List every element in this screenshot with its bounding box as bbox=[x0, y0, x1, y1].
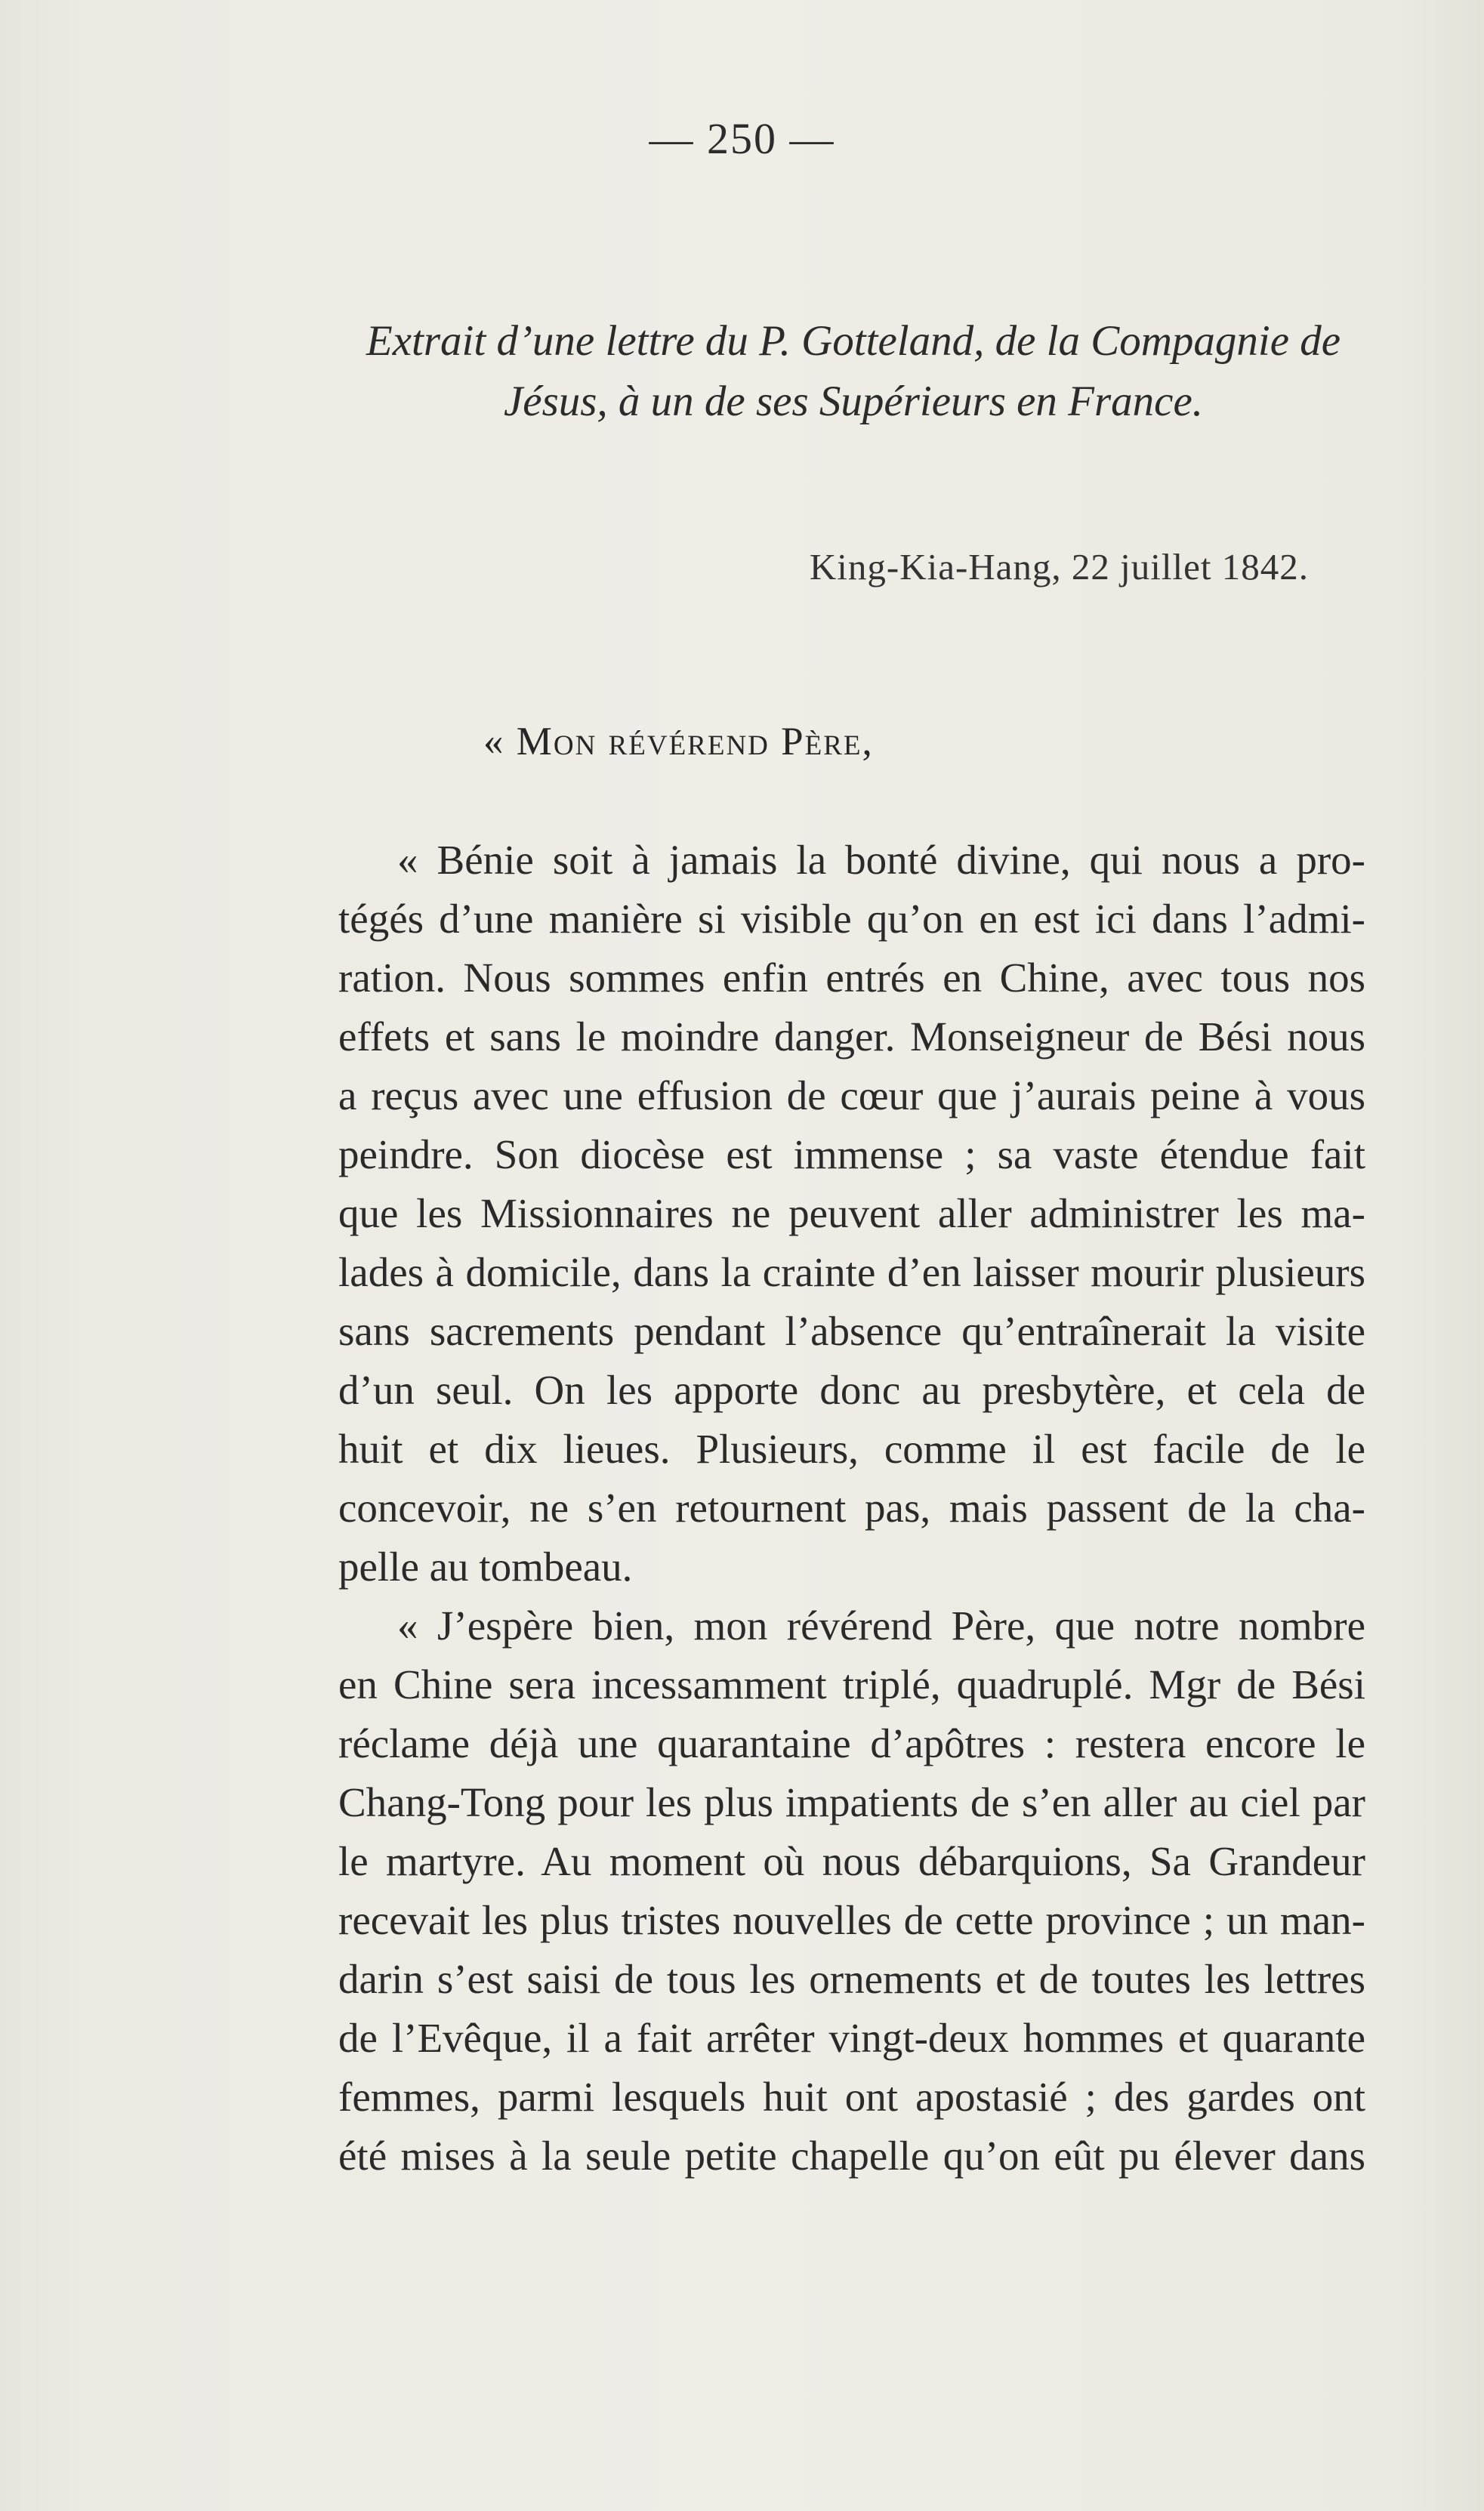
text-line: a reçus avec une effusion de cœur que j’aurais peine à vous bbox=[338, 1072, 1365, 1118]
body-text bbox=[338, 831, 1365, 2186]
text-line: d’un seul. On les apporte donc au presbytère, et cela de bbox=[338, 1367, 1365, 1413]
salutation: « Mon révérend Père, bbox=[483, 720, 874, 763]
text-line: lades à domicile, dans la crainte d’en laisser mourir plusieurs bbox=[338, 1249, 1365, 1295]
text-line: en Chine sera incessamment triplé, quadruplé. Mgr de Bési bbox=[338, 1661, 1365, 1707]
dateline: King-Kia-Hang, 22 juillet 1842. bbox=[809, 546, 1309, 588]
text-line: recevait les plus tristes nouvelles de cette province ; un man- bbox=[338, 1897, 1365, 1943]
text-line: peindre. Son diocèse est immense ; sa vaste étendue fait bbox=[338, 1131, 1365, 1177]
text-line: effets et sans le moindre danger. Monseigneur de Bési nous bbox=[338, 1013, 1365, 1060]
text-line: darin s’est saisi de tous les ornements et de toutes les lettres bbox=[338, 1956, 1365, 2002]
text-line: sans sacrements pendant l’absence qu’entraînerait la visite bbox=[338, 1308, 1365, 1354]
text-line: pelle au tombeau. bbox=[338, 1544, 633, 1590]
heading-line-2: Jésus, à un de ses Supérieurs en France. bbox=[503, 378, 1204, 425]
text-line: que les Missionnaires ne peuvent aller administrer les ma- bbox=[338, 1190, 1365, 1236]
heading-line-1: Extrait d’une lettre du P. Gotteland, de la Compagnie de bbox=[366, 317, 1341, 365]
text-line: tégés d’une manière si visible qu’on en est ici dans l’admi- bbox=[338, 896, 1365, 942]
text-line: été mises à la seule petite chapelle qu’on eût pu élever dans bbox=[338, 2133, 1365, 2179]
text-line: le martyre. Au moment où nous débarquions, Sa Grandeur bbox=[338, 1838, 1365, 1884]
text-line: « Bénie soit à jamais la bonté divine, qui nous a pro- bbox=[397, 837, 1365, 883]
text-line: concevoir, ne s’en retournent pas, mais passent de la cha- bbox=[338, 1485, 1365, 1531]
text-line: de l’Evêque, il a fait arrêter vingt-deux hommes et quarante bbox=[338, 2015, 1365, 2061]
text-line: ration. Nous sommes enfin entrés en Chine, avec tous nos bbox=[338, 955, 1365, 1001]
text-line: Chang-Tong pour les plus impatients de s’en aller au ciel par bbox=[338, 1779, 1365, 1825]
text-line: « J’espère bien, mon révérend Père, que notre nombre bbox=[397, 1603, 1365, 1649]
text-line: femmes, parmi lesquels huit ont apostasié ; des gardes ont bbox=[338, 2074, 1365, 2120]
text-line: réclame déjà une quarantaine d’apôtres : restera encore le bbox=[338, 1720, 1365, 1766]
text-line: huit et dix lieues. Plusieurs, comme il est facile de le bbox=[338, 1426, 1365, 1472]
letter-heading bbox=[317, 311, 1390, 432]
page-number: — 250 — bbox=[649, 114, 835, 163]
